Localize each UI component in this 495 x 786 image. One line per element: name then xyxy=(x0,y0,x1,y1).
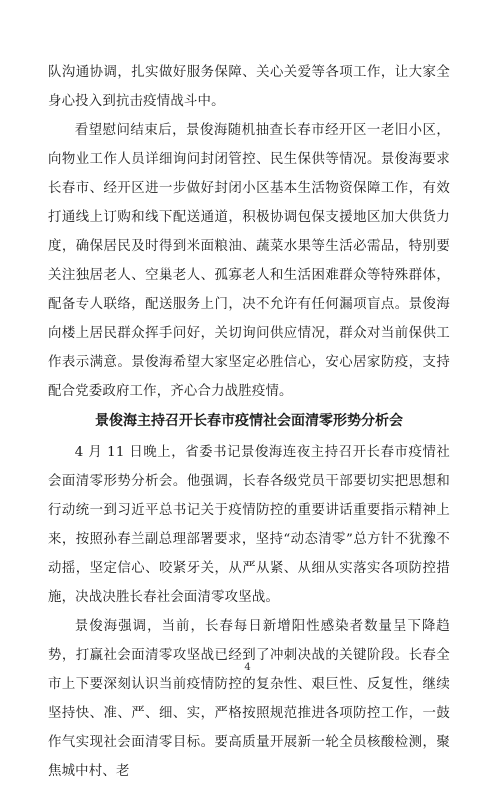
paragraph-meeting: 4 月 11 日晚上，省委书记景俊海连夜主持召开长春市疫情社会面清零形势分析会。他强调，长春各级党员干部要切实把思想和行动统一到习近平总书记关于疫情防控的重要讲话重要指示精神上来，按照孙春兰副总理部署要求，坚持“动态清零”总方针不犹豫不动摇，坚定信心、咬紧牙关，从严从紧、从细从实落实各项防控措施，决战决胜长春社会面清零攻坚战。 xyxy=(48,445,450,605)
page-number: 4 xyxy=(244,662,251,673)
document-body xyxy=(48,58,450,786)
paragraph-continuation: 队沟通协调，扎实做好服务保障、关心关爱等各项工作，让大家全身心投入到抗击疫情战斗中。 xyxy=(48,65,450,109)
section-heading: 景俊海主持召开长春市疫情社会面清零形势分析会 xyxy=(95,413,403,429)
paragraph-emphasis: 景俊海强调，当前，长春每日新增阳性感染者数量呈下降趋势，打赢社会面清零攻坚战已经到了冲刺决战的关键阶段。长春全市上下要深刻认识当前疫情防控的复杂性、艰巨性、反复性，继续坚持快、准、严、细、实，严格按照规范推进各项防控工作，一鼓作气实现社会面清零目标。要高质量开展新一轮全员核酸检测，聚焦城中村、老 xyxy=(48,619,450,779)
paragraph-inspection: 看望慰问结束后，景俊海随机抽查长春市经开区一老旧小区，向物业工作人员详细询问封闭管控、民生保供等情况。景俊海要求长春市、经开区进一步做好封闭小区基本生活物资保障工作，有效打通线上订购和线下配送通道，积极协调包保支援地区加大供货力度，确保居民及时得到米面粮油、蔬菜水果等生活必需品，特别要关注独居老人、空巢老人、孤寡老人和生活困难群众等特殊群体，配备专人联络，配送服务上门，决不允许有任何漏项盲点。景俊海向楼上居民群众挥手问好，关切询问供应情况，群众对当前保供工作表示满意。景俊海希望大家坚定必胜信心，安心居家防疫，支持配合党委政府工作，齐心合力战胜疫情。 xyxy=(48,123,450,399)
